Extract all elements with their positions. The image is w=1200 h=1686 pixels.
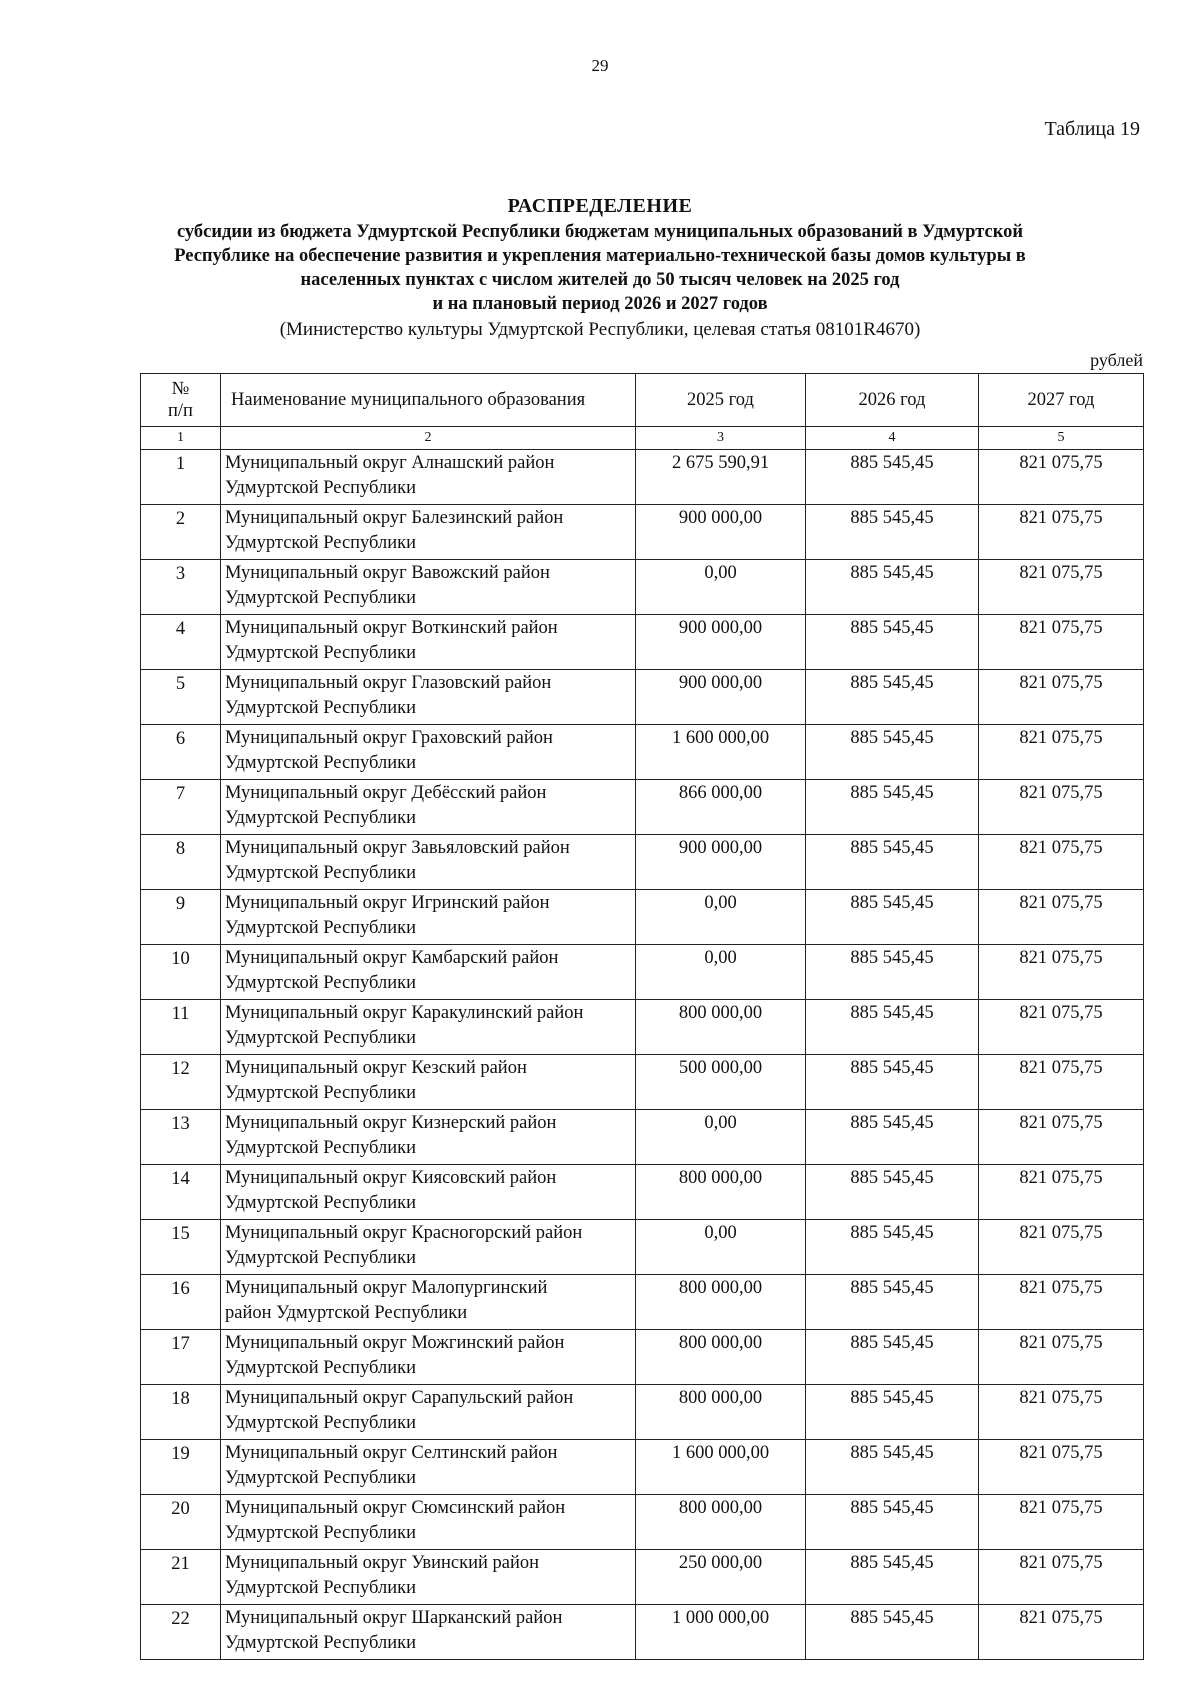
- row-number: 7: [141, 780, 221, 835]
- amount-2026: 885 545,45: [806, 1330, 979, 1385]
- table-label: Таблица 19: [1044, 118, 1140, 140]
- municipality-name: [221, 1385, 636, 1440]
- amount-2025: 800 000,00: [636, 1165, 806, 1220]
- municipality-name-line: Муниципальный округ Кезский район: [225, 1058, 527, 1078]
- municipality-name-line: Удмуртской Республики: [225, 533, 417, 553]
- municipality-name: [221, 1605, 636, 1660]
- municipality-name: [221, 835, 636, 890]
- table-row: [141, 780, 1144, 835]
- amount-2025: 0,00: [636, 890, 806, 945]
- amount-2026: 885 545,45: [806, 1110, 979, 1165]
- amount-2025: 900 000,00: [636, 505, 806, 560]
- amount-2025: 2 675 590,91: [636, 450, 806, 505]
- amount-2026: 885 545,45: [806, 560, 979, 615]
- amount-2025: 0,00: [636, 945, 806, 1000]
- municipality-name-line: Муниципальный округ Камбарский район: [225, 948, 559, 968]
- distribution-table: [140, 373, 1144, 1660]
- municipality-name-line: Муниципальный округ Граховский район: [225, 728, 553, 748]
- municipality-name-line: Муниципальный округ Малопургинский: [225, 1278, 548, 1298]
- row-number: 4: [141, 615, 221, 670]
- amount-2027: 821 075,75: [979, 1220, 1144, 1275]
- amount-2025: 1 600 000,00: [636, 1440, 806, 1495]
- header-2027: 2027 год: [979, 374, 1144, 427]
- municipality-name-line: Муниципальный округ Балезинский район: [225, 508, 564, 528]
- amount-2027: 821 075,75: [979, 1605, 1144, 1660]
- municipality-name-line: Муниципальный округ Сарапульский район: [225, 1388, 574, 1408]
- amount-2026: 885 545,45: [806, 945, 979, 1000]
- municipality-name-line: Удмуртской Республики: [225, 1523, 417, 1543]
- amount-2027: 821 075,75: [979, 560, 1144, 615]
- amount-2026: 885 545,45: [806, 780, 979, 835]
- municipality-name: [221, 1440, 636, 1495]
- table-row: [141, 615, 1144, 670]
- municipality-name: [221, 1330, 636, 1385]
- municipality-name-line: Удмуртской Республики: [225, 1028, 417, 1048]
- ministry-line: (Министерство культуры Удмуртской Республики, целевая статья 08101R4670): [279, 319, 921, 340]
- municipality-name-line: Муниципальный округ Вавожский район: [225, 563, 550, 583]
- table-row: [141, 505, 1144, 560]
- amount-2027: 821 075,75: [979, 1385, 1144, 1440]
- column-number: 2: [221, 427, 636, 450]
- municipality-name-line: Удмуртской Республики: [225, 1578, 417, 1598]
- municipality-name-line: район Удмуртской Республики: [225, 1303, 468, 1323]
- municipality-name-line: Удмуртской Республики: [225, 698, 417, 718]
- row-number: 15: [141, 1220, 221, 1275]
- header-2025: 2025 год: [636, 374, 806, 427]
- table-row: [141, 1605, 1144, 1660]
- table-row: [141, 1495, 1144, 1550]
- amount-2027: 821 075,75: [979, 945, 1144, 1000]
- table-row: [141, 1275, 1144, 1330]
- municipality-name: [221, 1000, 636, 1055]
- municipality-name: [221, 1550, 636, 1605]
- header-2026: 2026 год: [806, 374, 979, 427]
- municipality-name-line: Удмуртской Республики: [225, 1138, 417, 1158]
- amount-2027: 821 075,75: [979, 615, 1144, 670]
- row-number: 20: [141, 1495, 221, 1550]
- amount-2026: 885 545,45: [806, 1550, 979, 1605]
- row-number: 21: [141, 1550, 221, 1605]
- amount-2026: 885 545,45: [806, 1385, 979, 1440]
- amount-2025: 250 000,00: [636, 1550, 806, 1605]
- row-number: 6: [141, 725, 221, 780]
- municipality-name-line: Удмуртской Республики: [225, 478, 417, 498]
- table-row: [141, 890, 1144, 945]
- amount-2027: 821 075,75: [979, 725, 1144, 780]
- amount-2026: 885 545,45: [806, 1220, 979, 1275]
- municipality-name: [221, 780, 636, 835]
- municipality-name: [221, 725, 636, 780]
- municipality-name: [221, 560, 636, 615]
- row-number: 11: [141, 1000, 221, 1055]
- amount-2027: 821 075,75: [979, 1440, 1144, 1495]
- table-body: [141, 450, 1144, 1660]
- amount-2027: 821 075,75: [979, 1330, 1144, 1385]
- amount-2026: 885 545,45: [806, 670, 979, 725]
- row-number: 3: [141, 560, 221, 615]
- row-number: 10: [141, 945, 221, 1000]
- document-title: РАСПРЕДЕЛЕНИЕ: [507, 195, 693, 217]
- municipality-name: [221, 1110, 636, 1165]
- amount-2026: 885 545,45: [806, 725, 979, 780]
- row-number: 16: [141, 1275, 221, 1330]
- municipality-name: [221, 615, 636, 670]
- municipality-name-line: Муниципальный округ Красногорский район: [225, 1223, 583, 1243]
- column-numbers-row: [141, 427, 1144, 450]
- municipality-name-line: Удмуртской Республики: [225, 1633, 417, 1653]
- municipality-name-line: Удмуртской Республики: [225, 863, 417, 883]
- column-number: 4: [806, 427, 979, 450]
- amount-2026: 885 545,45: [806, 615, 979, 670]
- municipality-name-line: Муниципальный округ Селтинский район: [225, 1443, 558, 1463]
- municipality-name: [221, 1495, 636, 1550]
- municipality-name-line: Муниципальный округ Сюмсинский район: [225, 1498, 566, 1518]
- amount-2025: 1 600 000,00: [636, 725, 806, 780]
- amount-2027: 821 075,75: [979, 1110, 1144, 1165]
- amount-2025: 800 000,00: [636, 1330, 806, 1385]
- municipality-name-line: Муниципальный округ Воткинский район: [225, 618, 558, 638]
- row-number: 19: [141, 1440, 221, 1495]
- amount-2025: 866 000,00: [636, 780, 806, 835]
- table-row: [141, 560, 1144, 615]
- municipality-name-line: Муниципальный округ Увинский район: [225, 1553, 540, 1573]
- table-row: [141, 945, 1144, 1000]
- municipality-name: [221, 505, 636, 560]
- municipality-name-line: Удмуртской Республики: [225, 1413, 417, 1433]
- amount-2027: 821 075,75: [979, 1495, 1144, 1550]
- municipality-name-line: Муниципальный округ Шарканский район: [225, 1608, 563, 1628]
- amount-2025: 900 000,00: [636, 670, 806, 725]
- amount-2025: 0,00: [636, 1220, 806, 1275]
- amount-2026: 885 545,45: [806, 1605, 979, 1660]
- table-row: [141, 1385, 1144, 1440]
- municipality-name-line: Удмуртской Республики: [225, 1193, 417, 1213]
- table-row: [141, 1330, 1144, 1385]
- table-row: [141, 670, 1144, 725]
- municipality-name: [221, 1055, 636, 1110]
- table-row: [141, 1110, 1144, 1165]
- document-subtitle: [150, 220, 1050, 316]
- amount-2026: 885 545,45: [806, 1440, 979, 1495]
- header-num: № п/п: [141, 374, 221, 427]
- municipality-name: [221, 1165, 636, 1220]
- municipality-name-line: Муниципальный округ Киясовский район: [225, 1168, 557, 1188]
- amount-2026: 885 545,45: [806, 835, 979, 890]
- row-number: 22: [141, 1605, 221, 1660]
- municipality-name-line: Муниципальный округ Алнашский район: [225, 453, 555, 473]
- row-number: 13: [141, 1110, 221, 1165]
- amount-2027: 821 075,75: [979, 1550, 1144, 1605]
- municipality-name-line: Муниципальный округ Каракулинский район: [225, 1003, 584, 1023]
- municipality-name: [221, 670, 636, 725]
- amount-2026: 885 545,45: [806, 1000, 979, 1055]
- municipality-name-line: Удмуртской Республики: [225, 1358, 417, 1378]
- column-number: 1: [141, 427, 221, 450]
- row-number: 12: [141, 1055, 221, 1110]
- subtitle-line: субсидии из бюджета Удмуртской Республики бюджетам муниципальных образований в Удмуртской: [176, 222, 1024, 242]
- amount-2027: 821 075,75: [979, 1275, 1144, 1330]
- row-number: 14: [141, 1165, 221, 1220]
- title-block: [150, 194, 1050, 342]
- table-row: [141, 1440, 1144, 1495]
- page-number: 29: [591, 56, 609, 75]
- table-row: [141, 1220, 1144, 1275]
- row-number: 1: [141, 450, 221, 505]
- municipality-name-line: Муниципальный округ Глазовский район: [225, 673, 552, 693]
- amount-2025: 800 000,00: [636, 1275, 806, 1330]
- table-row: [141, 835, 1144, 890]
- municipality-name: [221, 1275, 636, 1330]
- municipality-name-line: Удмуртской Республики: [225, 588, 417, 608]
- table-row: [141, 1550, 1144, 1605]
- municipality-name-line: Удмуртской Республики: [225, 973, 417, 993]
- municipality-name-line: Муниципальный округ Дебёсский район: [225, 783, 547, 803]
- row-number: 9: [141, 890, 221, 945]
- municipality-name-line: Муниципальный округ Кизнерский район: [225, 1113, 557, 1133]
- amount-2027: 821 075,75: [979, 1055, 1144, 1110]
- amount-2027: 821 075,75: [979, 1000, 1144, 1055]
- amount-2026: 885 545,45: [806, 1055, 979, 1110]
- amount-2025: 900 000,00: [636, 835, 806, 890]
- amount-2026: 885 545,45: [806, 890, 979, 945]
- amount-2027: 821 075,75: [979, 670, 1144, 725]
- amount-2025: 500 000,00: [636, 1055, 806, 1110]
- municipality-name-line: Удмуртской Республики: [225, 1248, 417, 1268]
- municipality-name-line: Муниципальный округ Можгинский район: [225, 1333, 565, 1353]
- table-row: [141, 725, 1144, 780]
- subtitle-line: и на плановый период 2026 и 2027 годов: [432, 294, 768, 314]
- amount-2027: 821 075,75: [979, 1165, 1144, 1220]
- municipality-name-line: Удмуртской Республики: [225, 1083, 417, 1103]
- amount-2026: 885 545,45: [806, 1275, 979, 1330]
- row-number: 2: [141, 505, 221, 560]
- header-name: Наименование муниципального образования: [221, 374, 636, 427]
- table-row: [141, 1165, 1144, 1220]
- municipality-name-line: Муниципальный округ Завьяловский район: [225, 838, 570, 858]
- row-number: 18: [141, 1385, 221, 1440]
- column-number: 5: [979, 427, 1144, 450]
- amount-2025: 800 000,00: [636, 1000, 806, 1055]
- row-number: 17: [141, 1330, 221, 1385]
- amount-2025: 1 000 000,00: [636, 1605, 806, 1660]
- municipality-name-line: Удмуртской Республики: [225, 918, 417, 938]
- municipality-name-line: Удмуртской Республики: [225, 643, 417, 663]
- amount-2027: 821 075,75: [979, 505, 1144, 560]
- amount-2027: 821 075,75: [979, 450, 1144, 505]
- row-number: 5: [141, 670, 221, 725]
- subtitle-line: населенных пунктах с числом жителей до 50 тысяч человек на 2025 год: [300, 270, 900, 290]
- municipality-name: [221, 1220, 636, 1275]
- row-number: 8: [141, 835, 221, 890]
- table-row: [141, 1000, 1144, 1055]
- municipality-name-line: Муниципальный округ Игринский район: [225, 893, 550, 913]
- amount-2027: 821 075,75: [979, 890, 1144, 945]
- column-number: 3: [636, 427, 806, 450]
- amount-2025: 0,00: [636, 1110, 806, 1165]
- amount-2025: 0,00: [636, 560, 806, 615]
- amount-2027: 821 075,75: [979, 835, 1144, 890]
- municipality-name: [221, 890, 636, 945]
- amount-2025: 800 000,00: [636, 1385, 806, 1440]
- amount-2026: 885 545,45: [806, 505, 979, 560]
- table-row: [141, 1055, 1144, 1110]
- amount-2026: 885 545,45: [806, 1495, 979, 1550]
- municipality-name-line: Удмуртской Республики: [225, 753, 417, 773]
- municipality-name: [221, 945, 636, 1000]
- municipality-name-line: Удмуртской Республики: [225, 1468, 417, 1488]
- municipality-name: [221, 450, 636, 505]
- table-row: [141, 450, 1144, 505]
- units-label: рублей: [1090, 350, 1143, 370]
- amount-2026: 885 545,45: [806, 450, 979, 505]
- amount-2027: 821 075,75: [979, 780, 1144, 835]
- subtitle-line: Республике на обеспечение развития и укрепления материально-технической базы домов культуры в: [174, 246, 1026, 266]
- amount-2026: 885 545,45: [806, 1165, 979, 1220]
- table-header-row: [141, 374, 1144, 427]
- municipality-name-line: Удмуртской Республики: [225, 808, 417, 828]
- amount-2025: 800 000,00: [636, 1495, 806, 1550]
- amount-2025: 900 000,00: [636, 615, 806, 670]
